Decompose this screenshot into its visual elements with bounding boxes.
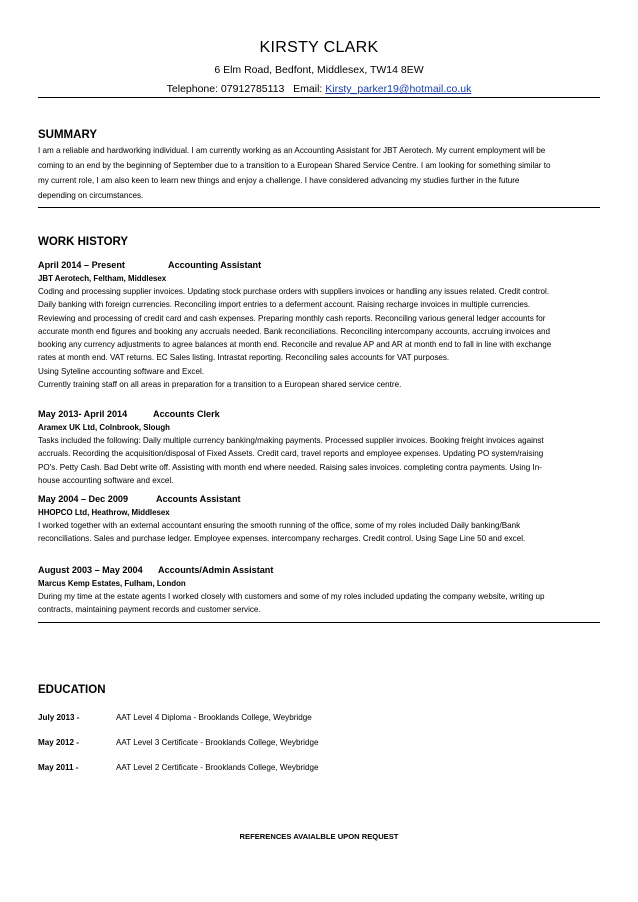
job-line: During my time at the estate agents I worked closely with customers and some of my roles included updating the company website, writing up	[38, 592, 545, 601]
education-detail: AAT Level 3 Certificate - Brooklands College, Weybridge	[116, 738, 319, 747]
summary-line: my current role, I am also keen to learn new things and enjoy a challenge. I have considered advancing my studies further in the future	[38, 176, 520, 186]
job-description	[38, 285, 600, 391]
education-date: May 2012 -	[38, 738, 79, 747]
job-entry	[38, 492, 600, 546]
job-line: PO's. Petty Cash. Bad Debt write off. Assisting with month end where needed. Raising sales invoices. completing contra payments. Using In-	[38, 462, 542, 472]
address: 6 Elm Road, Bedfont, Middlesex, TW14 8EW	[214, 64, 424, 76]
job-dates: May 2004 – Dec 2009	[38, 494, 128, 504]
job-title: Accounts/Admin Assistant	[158, 565, 274, 575]
job-entry	[38, 563, 600, 617]
job-description	[38, 590, 600, 617]
education-detail: AAT Level 4 Diploma - Brooklands College, Weybridge	[116, 713, 312, 722]
job-title: Accounts Clerk	[153, 409, 220, 419]
job-line: Using Syteline accounting software and Excel.	[38, 366, 205, 376]
header-divider	[38, 97, 600, 98]
job-line: reconciliations. Sales and purchase ledger. Employee expenses. intercompany recharges. Credit control. Using Sage Line 50 and excel.	[38, 534, 526, 544]
job-line: contracts, maintaining payment records and customer service.	[38, 605, 261, 615]
job-line: booking any currency adjustments to agree balances at month end. Reconcile and revalue AP and AR at month end to fall in line with exchange	[38, 340, 552, 350]
job-header	[38, 492, 600, 506]
education-heading: EDUCATION	[38, 684, 106, 696]
job-title: Accounts Assistant	[156, 494, 241, 504]
education-detail: AAT Level 2 Certificate - Brooklands College, Weybridge	[116, 763, 319, 772]
job-line: Daily banking with foreign currencies. Reconciling import entries to a deferment account. Raising recharge invoices in multiple currencies.	[38, 300, 531, 310]
work-history-divider	[38, 622, 600, 623]
job-line: rates at month end. VAT returns. EC Sales listing. Intrastat reporting. Reconciling sales accounts for VAT purposes.	[38, 353, 450, 363]
contact-line	[0, 82, 638, 97]
job-dates: April 2014 – Present	[38, 260, 125, 270]
job-title: Accounting Assistant	[168, 260, 262, 270]
summary-heading: SUMMARY	[38, 129, 97, 141]
candidate-name: KIRSTY CLARK	[259, 39, 379, 56]
job-header	[38, 563, 600, 577]
job-description	[38, 519, 600, 546]
summary-line: depending on circumstances.	[38, 191, 144, 201]
job-line: house accounting software and excel.	[38, 475, 174, 485]
summary-text	[38, 143, 598, 203]
education-date: July 2013 -	[38, 713, 80, 722]
job-line: Reviewing and processing of credit card and cash expenses. Preparing monthly cash reports. Reconciling various general ledger accounts for	[38, 313, 546, 323]
work-history-heading: WORK HISTORY	[38, 236, 129, 248]
job-line: I worked together with an external accountant ensuring the smooth running of the office, some of my roles included Daily banking/Bank	[38, 521, 521, 530]
job-line: Coding and processing supplier invoices. Updating stock purchase orders with suppliers invoices or handling any issues related. Credit control.	[38, 287, 550, 296]
employer: Aramex UK Ltd, Colnbrook, Slough	[38, 423, 170, 432]
email-label: Email:	[293, 83, 323, 95]
job-line: accruals. Recording the acquisition/disposal of Fixed Assets. Credit card, travel reports and employee expenses. Updating PO system/raising	[38, 449, 544, 459]
employer: HHOPCO Ltd, Heathrow, Middlesex	[38, 508, 170, 517]
job-description	[38, 434, 600, 487]
job-line: Tasks included the following: Daily multiple currency banking/making payments. Processed supplier invoices. Booking freight invoices against	[38, 436, 544, 445]
job-header	[38, 258, 600, 272]
job-line: Currently training staff on all areas in preparation for a transition to a European shared service centre.	[38, 380, 402, 390]
email-link[interactable]: Kirsty_parker19@hotmail.co.uk	[325, 83, 472, 95]
summary-line: coming to an end by the beginning of September due to a transition to a European Shared Service Centre. I am looking for something similar to	[38, 161, 551, 171]
job-entry	[38, 407, 600, 487]
header	[0, 38, 638, 97]
job-header	[38, 407, 600, 421]
job-entry	[38, 258, 600, 391]
job-dates: August 2003 – May 2004	[38, 565, 143, 575]
job-dates: May 2013- April 2014	[38, 409, 128, 419]
phone: Telephone: 07912785113	[166, 83, 285, 95]
job-line: accurate month end figures and booking any accruals needed. Bank reconciliations. Reconciling intercompany accounts, accruing invoices and	[38, 326, 551, 336]
summary-line: I am a reliable and hardworking individual. I am currently working as an Accounting Assistant for JBT Aerotech. My current employment will be	[38, 146, 546, 155]
employer: JBT Aerotech, Feltham, Middlesex	[38, 274, 167, 283]
employer: Marcus Kemp Estates, Fulham, London	[38, 579, 186, 588]
summary-divider	[38, 207, 600, 208]
education-date: May 2011 -	[38, 763, 79, 772]
references-note: REFERENCES AVAIALBLE UPON REQUEST	[239, 832, 399, 841]
